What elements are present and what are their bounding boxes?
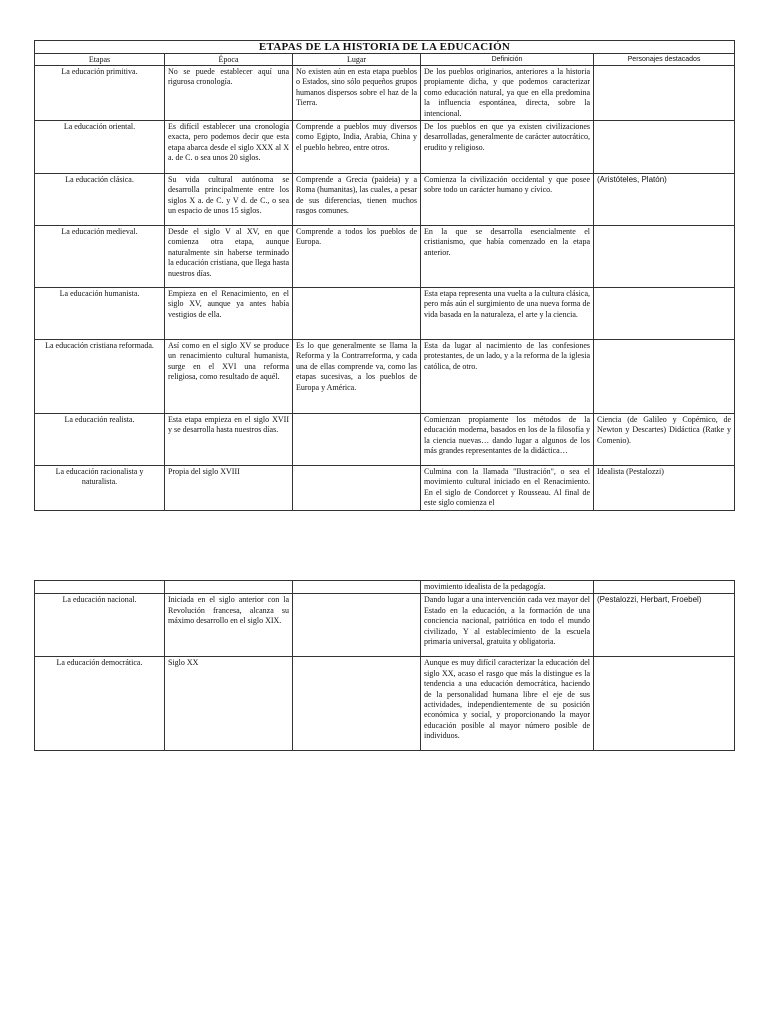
cell-lugar (293, 466, 421, 511)
cell-etapa: La educación primitiva. (35, 66, 165, 121)
cell-epoca: Es difícil establecer una cronología exacta, pero podemos decir que esta etapa abarca desde el siglo XXX al X a. de C. o sea unos 20 siglos. (165, 121, 293, 174)
cell-definicion: Comienzan propiamente los métodos de la educación moderna, basados en los de la filosofía y la ciencia nuevas… dando lugar a algunos de los más grandes representantes de la didáctica… (421, 414, 594, 466)
cell-personajes (594, 66, 735, 121)
cell-lugar (293, 581, 421, 594)
history-of-education-table (34, 40, 735, 511)
table-row (35, 657, 735, 751)
cell-etapa: La educación racionalista y naturalista. (35, 466, 165, 511)
cell-epoca (165, 581, 293, 594)
cell-definicion: De los pueblos en que ya existen civilizaciones desarrolladas, generalmente de carácter autocrático, erudito y religioso. (421, 121, 594, 174)
cell-epoca: Empieza en el Renacimiento, en el siglo XV, aunque ya antes había vestigios de ella. (165, 288, 293, 340)
cell-definicion: Dando lugar a una intervención cada vez mayor del Estado en la educación, a la formación de una conciencia nacional, patriótica en todo el mundo civilizado, Y al establecimiento de la escuela primaria universal, gratuita y obligatoria. (421, 594, 594, 657)
cell-etapa: La educación oriental. (35, 121, 165, 174)
cell-personajes (594, 226, 735, 288)
cell-lugar: Comprende a Grecia (paideia) y a Roma (humanitas), las cuales, a pesar de sus diferencias, tienen muchos rasgos comunes. (293, 174, 421, 226)
cell-definicion: Comienza la civilización occidental y que posee sobre todo un carácter humano y cívico. (421, 174, 594, 226)
cell-epoca: Su vida cultural autónoma se desarrolla principalmente entre los siglos X a. de C. y V d. de C., o sea un espacio de unos 15 siglos. (165, 174, 293, 226)
header-personajes: Personajes destacados (594, 54, 735, 66)
cell-etapa: La educación democrática. (35, 657, 165, 751)
cell-etapa: La educación humanista. (35, 288, 165, 340)
cell-epoca: Desde el siglo V al XV, en que comienza otra etapa, aunque naturalmente sin haberse terminado la educación cristiana, que llega hasta nuestros días. (165, 226, 293, 288)
history-of-education-table-continued (34, 580, 735, 751)
table-title: ETAPAS DE LA HISTORIA DE LA EDUCACIÓN (35, 41, 735, 54)
cell-lugar: Comprende a pueblos muy diversos como Egipto, India, Arabia, China y el pueblo hebreo, entre otros. (293, 121, 421, 174)
table-row (35, 466, 735, 511)
table-row (35, 340, 735, 414)
cell-personajes: (Aristóteles, Platón) (594, 174, 735, 226)
table-row (35, 66, 735, 121)
cell-etapa (35, 581, 165, 594)
table-row (35, 594, 735, 657)
header-epoca: Época (165, 54, 293, 66)
table-row (35, 581, 735, 594)
header-lugar: Lugar (293, 54, 421, 66)
cell-epoca: Así como en el siglo XV se produce un renacimiento cultural humanista, surge en el XVI una reforma religiosa, como resultado de aquél. (165, 340, 293, 414)
header-definicion: Definición (421, 54, 594, 66)
cell-personajes (594, 657, 735, 751)
table-row (35, 226, 735, 288)
cell-epoca: No se puede establecer aquí una rigurosa cronología. (165, 66, 293, 121)
cell-etapa: La educación nacional. (35, 594, 165, 657)
cell-etapa: La educación medieval. (35, 226, 165, 288)
cell-lugar: Comprende a todos los pueblos de Europa. (293, 226, 421, 288)
cell-definicion: Aunque es muy difícil caracterizar la educación del siglo XX, acaso el rasgo que más la distingue es la tendencia a una educación democrática, haciendo de la personalidad humana libre el eje de sus actividades, independientemente de su posición económica y social, y proporcionando la mayor educación posible al mayor número posible de individuos. (421, 657, 594, 751)
table-row (35, 414, 735, 466)
cell-lugar: No existen aún en esta etapa pueblos o Estados, sino sólo pequeños grupos humanos dispersos sobre el haz de la Tierra. (293, 66, 421, 121)
cell-lugar (293, 288, 421, 340)
table-row (35, 121, 735, 174)
cell-definicion: Culmina con la llamada "Ilustración", o sea el movimiento cultural iniciado en el Renacimiento. En el siglo de Condorcet y Rousseau. Al final de este siglo comienza el (421, 466, 594, 511)
cell-lugar: Es lo que generalmente se llama la Reforma y la Contrarreforma, y cada una de ellas comprende va, como las etapas sucesivas, a los pueblos de Europa y América. (293, 340, 421, 414)
cell-personajes (594, 288, 735, 340)
cell-personajes (594, 340, 735, 414)
cell-lugar (293, 657, 421, 751)
table-row (35, 174, 735, 226)
cell-definicion: En la que se desarrolla esencialmente el cristianismo, que había comenzado en la etapa anterior. (421, 226, 594, 288)
cell-definicion: movimiento idealista de la pedagogía. (421, 581, 594, 594)
cell-definicion: De los pueblos originarios, anteriores a la historia propiamente dicha, y que podemos caracterizar como educación natural, ya que en ella predomina la influencia espontánea, directa, sobre la intencional. (421, 66, 594, 121)
cell-personajes: Ciencia (de Galileo y Copérnico, de Newton y Descartes) Didáctica (Ratke y Comenio). (594, 414, 735, 466)
cell-epoca: Esta etapa empieza en el siglo XVII y se desarrolla hasta nuestros días. (165, 414, 293, 466)
cell-definicion: Esta etapa representa una vuelta a la cultura clásica, pero más aún el surgimiento de una nueva forma de vida basada en la naturaleza, el arte y la ciencia. (421, 288, 594, 340)
cell-personajes: Idealista (Pestalozzi) (594, 466, 735, 511)
cell-epoca: Propia del siglo XVIII (165, 466, 293, 511)
cell-definicion: Esta da lugar al nacimiento de las confesiones protestantes, de un lado, y a la reforma de la iglesia católica, de otro. (421, 340, 594, 414)
cell-lugar (293, 594, 421, 657)
cell-personajes: (Pestalozzi, Herbart, Froebel) (594, 594, 735, 657)
cell-epoca: Iniciada en el siglo anterior con la Revolución francesa, alcanza su máximo desarrollo en el siglo XIX. (165, 594, 293, 657)
table-row (35, 288, 735, 340)
cell-epoca: Siglo XX (165, 657, 293, 751)
cell-etapa: La educación realista. (35, 414, 165, 466)
cell-personajes (594, 121, 735, 174)
cell-lugar (293, 414, 421, 466)
header-etapas: Etapas (35, 54, 165, 66)
cell-personajes (594, 581, 735, 594)
cell-etapa: La educación clásica. (35, 174, 165, 226)
cell-etapa: La educación cristiana reformada. (35, 340, 165, 414)
